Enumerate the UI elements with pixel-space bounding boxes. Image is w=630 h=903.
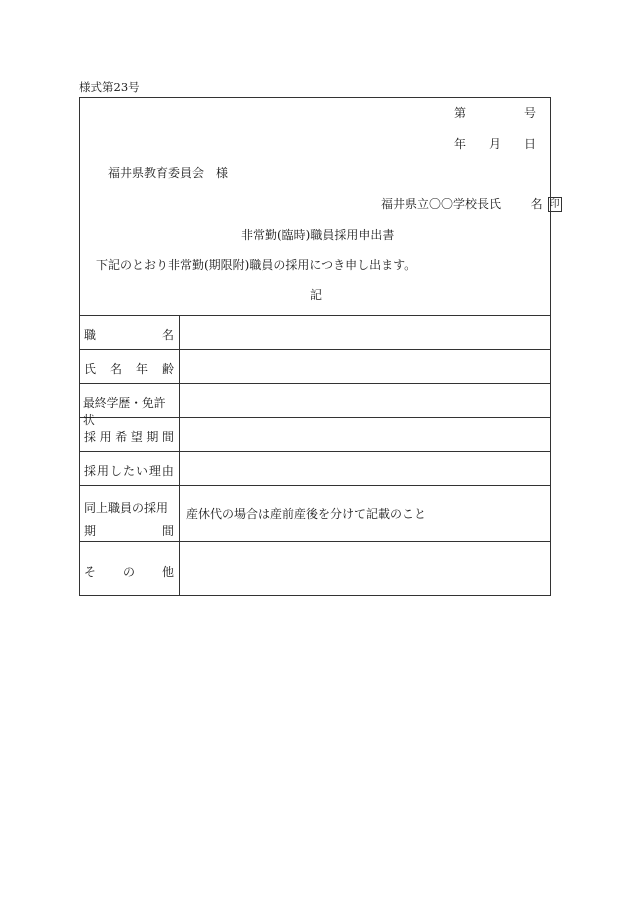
application-form <box>79 97 560 596</box>
row-divider <box>80 383 550 384</box>
date-year: 年 <box>454 137 467 151</box>
sender-school-principal: 福井県立〇〇学校長氏 <box>381 197 502 211</box>
number-suffix: 号 <box>523 106 536 120</box>
label-line-1: 同上職員の採用 <box>84 501 169 515</box>
number-prefix: 第 <box>454 106 467 120</box>
seal-stamp: 印 <box>549 199 560 210</box>
table-row-label-position: 職 名 <box>84 328 174 342</box>
row-divider <box>80 451 550 452</box>
table-top-border <box>80 315 550 316</box>
ki-note-heading: 記 <box>310 288 323 302</box>
row-divider <box>80 485 550 486</box>
table-row-label-name-age: 氏 名 年 齢 <box>84 362 174 376</box>
table-row-label-previous-staff-period <box>84 499 174 539</box>
table-row-value-previous-staff-period: 産休代の場合は産前産後を分けて記載のこと <box>186 507 427 521</box>
form-number-label: 様式第23号 <box>79 80 140 94</box>
document-title: 非常勤(臨時)職員採用申出書 <box>241 228 395 242</box>
sender-line <box>381 197 562 212</box>
date-line <box>454 138 536 150</box>
table-row-label-desired-period: 採 用 希 望 期 間 <box>84 430 174 444</box>
table-row-label-other: そ の 他 <box>84 565 174 579</box>
date-month: 月 <box>488 137 501 151</box>
table-row-label-education: 最終学歴・免許状 <box>83 396 166 427</box>
row-divider <box>80 541 550 542</box>
addressee: 福井県教育委員会 様 <box>108 166 229 180</box>
sender-name-char: 名 <box>530 197 543 211</box>
row-divider <box>80 349 550 350</box>
table-row-label-reason: 採 用 し た い 理 由 <box>84 464 174 478</box>
body-text: 下記のとおり非常勤(期限附)職員の採用につき申し出ます。 <box>96 258 417 272</box>
column-divider <box>179 315 180 596</box>
label-line-2: 期 間 <box>84 524 174 538</box>
document-number-line <box>454 107 536 119</box>
date-day: 日 <box>523 137 536 151</box>
